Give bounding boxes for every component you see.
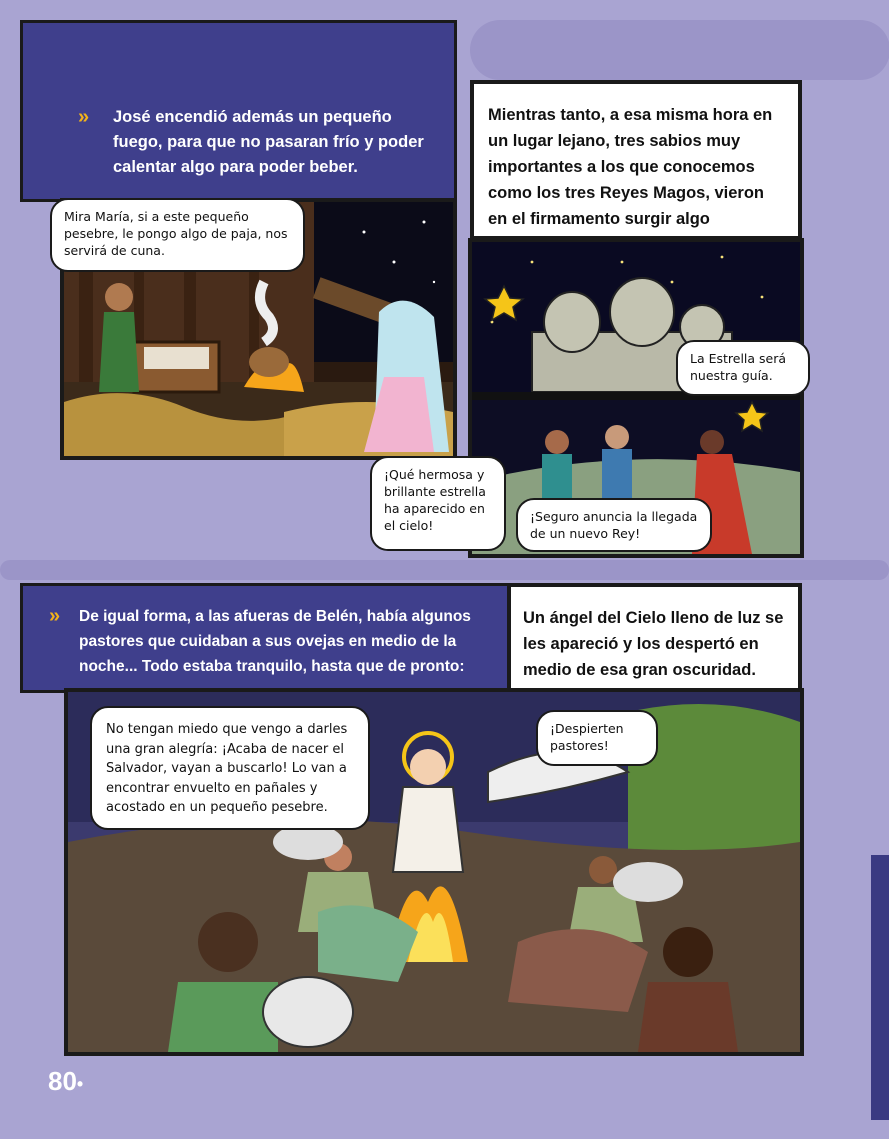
page-number <box>48 1066 83 1097</box>
panel4-caption-right-text: Un ángel del Cielo lleno de luz se les apareció y los despertó en medio de esa gran oscuridad. <box>523 609 784 679</box>
speech-text: ¡Despierten pastores! <box>550 721 624 753</box>
page-edge-bar <box>871 855 889 1120</box>
panel4-caption-right <box>507 583 802 693</box>
panel2-caption-text: Mientras tanto, a esa misma hora en un lugar lejano, tres sabios muy importantes a los que conocemos como los tres Reyes Magos, vieron en el firmamento surgir algo <box>488 106 773 228</box>
background-stripe <box>0 560 889 580</box>
speech-bubble-star-guide <box>676 340 810 396</box>
background-stripe <box>470 20 889 80</box>
speech-bubble-wake-up <box>536 710 658 766</box>
speech-bubble-jose <box>50 198 305 272</box>
panel4-caption-left-text: De igual forma, a las afueras de Belén, había algunos pastores que cuidaban a sus ovejas en medio de la noche... Todo estaba tranquilo, hasta que de pronto: <box>79 608 471 675</box>
page-number-value: 80 <box>48 1066 77 1096</box>
speech-text: ¡Seguro anuncia la llegada de un nuevo Rey! <box>530 509 698 541</box>
panel2-caption <box>470 80 802 240</box>
speech-text: No tengan miedo que vengo a darles una gran alegría: ¡Acaba de nacer el Salvador, vayan a buscarlo! Lo van a encontrar envuelto en pañales y acostado en un pequeño pesebre. <box>106 722 348 815</box>
speech-text: La Estrella será nuestra guía. <box>690 351 787 383</box>
speech-bubble-new-king <box>516 498 712 552</box>
speech-text: Mira María, si a este pequeño pesebre, le pongo algo de paja, nos servirá de cuna. <box>64 209 288 258</box>
speech-bubble-angel <box>90 706 370 830</box>
panel1-caption <box>20 20 457 202</box>
panel1-caption-text: José encendió además un pequeño fuego, para que no pasaran frío y poder calentar algo para poder beber. <box>113 108 424 176</box>
page-number-dot: • <box>76 1074 84 1094</box>
speech-bubble-beautiful-star <box>370 456 506 551</box>
double-chevron-icon: » <box>78 106 90 128</box>
panel4-caption-left <box>20 583 510 693</box>
speech-text: ¡Qué hermosa y brillante estrella ha aparecido en el cielo! <box>384 467 486 533</box>
double-chevron-icon: » <box>49 605 61 627</box>
